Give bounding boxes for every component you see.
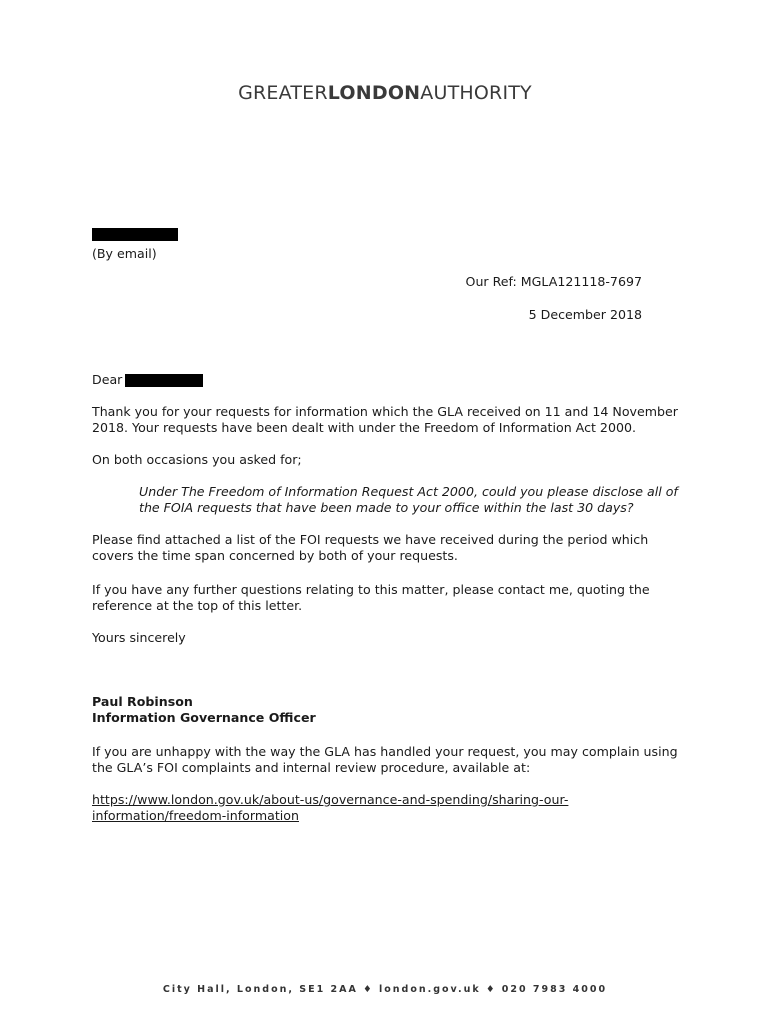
letterhead-authority: AUTHORITY: [420, 82, 532, 104]
our-reference: Our Ref: MGLA121118-7697: [465, 274, 642, 289]
letterhead-greater: GREATER: [238, 82, 328, 104]
paragraph-further-questions: If you have any further questions relating to this matter, please contact me, quoting the reference at the top of this letter.: [92, 582, 650, 613]
letterhead-logo: [0, 82, 770, 104]
paragraph-asked-for: On both occasions you asked for;: [92, 452, 302, 467]
letter-date: 5 December 2018: [528, 307, 642, 322]
footer-address: City Hall, London, SE1 2AA ♦ london.gov.uk ♦ 020 7983 4000: [162, 984, 608, 995]
recipient-block: [92, 228, 178, 262]
closing-sincerely: Yours sincerely: [92, 630, 186, 645]
recipient-note: (By email): [92, 246, 157, 261]
foi-information-link[interactable]: https://www.london.gov.uk/about-us/governance-and-spending/sharing-our-information/freedom-information: [92, 792, 569, 823]
paragraph-request-received: Thank you for your requests for information which the GLA received on 11 and 14 November 2018. Your requests have been dealt with under the Freedom of Information Act 2000.: [92, 404, 678, 435]
signature-block: [92, 694, 316, 726]
paragraph-complaints: If you are unhappy with the way the GLA has handled your request, you may complain using the GLA’s FOI complaints and internal review procedure, available at:: [92, 744, 678, 775]
recipient-name-redaction: [92, 228, 178, 241]
letterhead-london: LONDON: [327, 82, 421, 104]
signature-title: Information Governance Officer: [92, 710, 316, 725]
salutation: [92, 372, 203, 388]
salutation-text: Dear: [92, 372, 123, 387]
signature-name: Paul Robinson: [92, 694, 193, 709]
salutation-name-redaction: [125, 374, 203, 387]
quoted-request: Under The Freedom of Information Request Act 2000, could you please disclose all of the FOIA requests that have been made to your office within the last 30 days?: [139, 484, 678, 515]
paragraph-attached-list: Please find attached a list of the FOI requests we have received during the period which covers the time span concerned by both of your requests.: [92, 532, 649, 563]
